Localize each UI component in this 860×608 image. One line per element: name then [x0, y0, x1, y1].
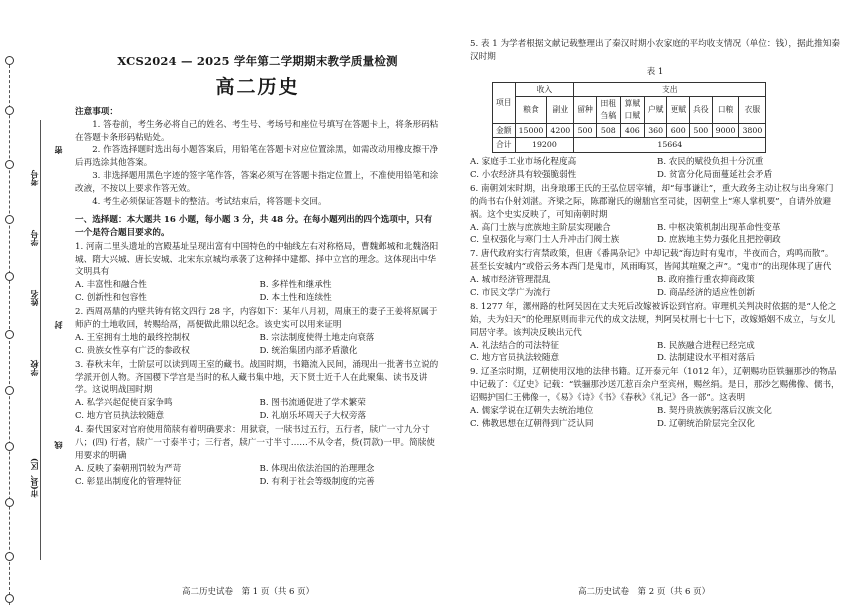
- table-col-header: 衣服: [739, 97, 766, 123]
- seal-char-mi: 密: [53, 145, 63, 154]
- punch-hole-icon: [5, 386, 14, 395]
- option-c: C. 彰显出制度化的管理特征: [75, 476, 182, 487]
- table-expense-total: 15664: [574, 138, 766, 153]
- option-d: D. 统治集团内部矛盾激化: [259, 345, 358, 356]
- option-a: A. 丰富性和融合性: [75, 280, 147, 291]
- question-stem: 1. 河南二里头遗址的宫殿基址呈现出富有中国特色的中轴线左右对称格局，曹魏邺城和北魏洛阳城、隋大兴城、唐长安城、北宋东京城均承袭了这种择中建都、择中立宫的理念。这体现出中华文明具有: [75, 241, 439, 278]
- option-c: C. 小农经济具有较强脆弱性: [470, 170, 577, 180]
- question-2: [75, 306, 440, 358]
- question-stem: 8. 1277 年，漯州路的杜阿吴因在丈夫死后改嫁被诉讼到官府。审理机关判决时依据的是“人伦之始，夫为妇天”的伦理原则而非元代的成文法规，判阿吴杖刑七十七下，改嫁婚姻不成立，与女儿同居守孝。该判决反映出元代: [470, 301, 837, 338]
- option-d: D. 有利于社会等级制度的完善: [259, 476, 375, 487]
- income-expense-table: [492, 82, 766, 153]
- question-stem: 9. 辽圣宗时期，辽朝使用汉地的法律书籍。辽开泰元年（1012 年），辽朝赐功臣铁骊那沙的物品中记载了：《辽史》记载：“铁骊那沙送兀惹百余户至宾州，赐丝绢。是日，那沙乞赐佛像、儒书，诏赐护国仁王佛像一，《易》《诗》《书》《春秋》《礼记》各一部”。这表明: [470, 367, 840, 404]
- table-income-total: 19200: [515, 138, 574, 153]
- option-d: D. 法制建设水平相对落后: [657, 353, 755, 364]
- option-a: A. 高门士族与庶族地主阶层实现融合: [470, 222, 611, 233]
- binding-margin: [0, 0, 62, 608]
- option-b: B. 民族融合进程已经完成: [657, 340, 755, 351]
- question-stem: 7. 唐代政府实行宵禁政策，但唐《番禺杂记》中却记载“海边时有鬼市，半夜而合，鸡鸣而散”。甚至长安城内“或俗云务本西门是鬼市，风雨晦冥，皆闻其喧聚之声”。“鬼市”的出现体现了唐代: [470, 249, 834, 273]
- option-b: B. 多样性和继承性: [259, 280, 332, 291]
- table-cell: 3800: [739, 123, 766, 138]
- option-a: A. 城市经济管理混乱: [470, 275, 551, 286]
- table-col-header: 粮食: [515, 97, 547, 123]
- page-footer-1: 高二历史试卷 第 1 页（共 6 页）: [182, 587, 315, 597]
- question-4: [75, 424, 440, 488]
- page-1: [75, 53, 440, 489]
- punch-hole-icon: [5, 594, 14, 603]
- option-b: B. 农民的赋役负担十分沉重: [657, 157, 764, 168]
- field-student-id: 学号: [29, 230, 39, 246]
- table-title: 表 1: [646, 66, 664, 77]
- punch-hole-icon: [5, 552, 14, 561]
- notice-item: 1. 答卷前，考生务必将自己的姓名、考生号、考场号和座位号填写在答题卡上，将条形码粘在答题卡条形码粘贴处。: [75, 119, 439, 143]
- table-cell: 406: [620, 123, 644, 138]
- field-school: 学校: [29, 360, 39, 376]
- punch-hole-icon: [5, 160, 14, 169]
- notice-item: 3. 非选择题用黑色字迹的签字笔作答，答案必须写在答题卡指定位置上，不准使用铅笔和涂改液，不按以上要求作答无效。: [75, 171, 439, 195]
- option-d: D. 庶族地主势力强化且把控朝政: [657, 235, 781, 246]
- option-c: C. 市民文学广为流行: [470, 288, 551, 299]
- option-b: B. 中枢决策机制出现革命性变革: [657, 222, 781, 233]
- option-c: C. 皇权强化与寒门士人升冲击门阀士族: [470, 235, 620, 246]
- option-b: B. 政府推行重农抑商政策: [657, 275, 755, 286]
- table-col-header: 田租刍稿: [596, 97, 620, 123]
- exam-title: XCS2024 — 2025 学年第二学期期末教学质量检测: [117, 54, 398, 68]
- option-d: D. 辽朝统治阶层完全汉化: [657, 418, 755, 429]
- option-c: C. 地方官员执法较随意: [470, 353, 560, 364]
- table-cell: 15000: [515, 123, 547, 138]
- question-stem: 4. 秦代国家对官府使用简牍有着明确要求：用狱衰，一牍书过五行，五行者，牍广一寸九分寸八；(四) 行者，牍广一寸泰半寸；三行者，牍广一寸半寸……不从令者，赀(罚款)一甲。简牍使用要求的明确: [75, 425, 435, 461]
- question-stem: 3. 春秋末年，士阶层可以读到周王室的藏书。战国时期，书籍流入民间，涌现出一批著书立说的学派开创人物。齐国稷下学宫是当时的私人藏书集中地，天下贤士近千人在此聚集、读书及讲学。这说明战国时期: [75, 359, 439, 396]
- table-col-header: 口粮: [712, 97, 739, 123]
- table-cell: 9000: [712, 123, 739, 138]
- option-b: B. 图书流通促进了学术繁荣: [259, 398, 366, 409]
- table-row-header: 项目: [493, 82, 516, 123]
- notice-item: 2. 作答选择题时选出每小题答案后，用铅笔在答题卡对应位置涂黑，如需改动用橡皮擦干净后再选涂其他答案。: [75, 145, 439, 169]
- table-col-header: 更赋: [667, 97, 690, 123]
- option-a: A. 家庭手工业市场化程度高: [470, 157, 577, 168]
- option-a: A. 私学兴起促使百家争鸣: [75, 398, 173, 409]
- notice-item: 4. 考生必须保证答题卡的整洁。考试结束后，将答题卡交回。: [92, 196, 327, 207]
- page-2: [470, 37, 840, 431]
- punch-hole-icon: [5, 442, 14, 451]
- punch-hole-icon: [5, 215, 14, 224]
- table-cell: 600: [667, 123, 690, 138]
- option-c: C. 创新性和包容性: [75, 293, 147, 304]
- seal-char-feng: 封: [53, 320, 63, 329]
- question-3: [75, 359, 440, 423]
- table-col-header: 算赋口赋: [620, 97, 644, 123]
- question-stem: 5. 表 1 为学者根据文献记载整理出了秦汉时期小农家庭的平均收支情况（单位：钱），据此推知秦汉时期: [470, 39, 840, 62]
- option-a: A. 反映了秦朝刑罚较为严苛: [75, 463, 182, 474]
- table-cell: 508: [596, 123, 620, 138]
- question-6: [470, 183, 840, 247]
- table-income-header: 收入: [515, 82, 574, 97]
- option-a: A. 儒家学说在辽朝失去统治地位: [470, 406, 594, 417]
- question-stem: 6. 南朝刘宋时期，出身琅琊王氏的王弘位居宰辅，却“每事谦让”，重大政务主动让权与出身寒门的尚书右仆射刘湛。齐梁之际，陈郡谢氏的谢朏官至司徒，因朝堂上“寒人掌机要”，自请外放避祸。这个史实反映了，可知南朝时期: [470, 183, 834, 220]
- option-d: D. 贫富分化局面蔓延社会矛盾: [657, 170, 773, 180]
- page-footer-2: 高二历史试卷 第 2 页（共 6 页）: [578, 587, 711, 597]
- question-9: [470, 366, 840, 430]
- punch-hole-icon: [5, 56, 14, 65]
- option-a: A. 王室拥有土地的最终控制权: [75, 332, 190, 343]
- table-total-label: 合计: [493, 138, 516, 153]
- table-col-header: 副业: [547, 97, 574, 123]
- seal-char-xian: 线: [53, 440, 63, 449]
- option-d: D. 本土性和连续性: [259, 293, 332, 304]
- punch-hole-icon: [5, 498, 14, 507]
- table-expense-header: 支出: [574, 82, 766, 97]
- question-1: [75, 241, 440, 305]
- option-d: D. 礼崩乐坏周天子大权旁落: [259, 411, 367, 422]
- field-city-county: 市(县、区): [29, 458, 39, 498]
- option-a: A. 礼法结合的司法特征: [470, 340, 560, 351]
- seal-line: [40, 120, 41, 560]
- table-cell: 4200: [547, 123, 574, 138]
- question-8: [470, 301, 840, 365]
- table-col-header: 户赋: [644, 97, 667, 123]
- table-amount-label: 金额: [493, 123, 516, 138]
- question-7: [470, 248, 840, 300]
- option-c: C. 贵族女性享有广泛的参政权: [75, 345, 190, 356]
- table-col-header: 留种: [574, 97, 597, 123]
- subject-title: 高二历史: [215, 76, 300, 99]
- field-name: 姓名: [29, 290, 39, 306]
- table-col-header: 兵役: [690, 97, 713, 123]
- notice-heading: 注意事项：: [75, 106, 118, 117]
- option-b: B. 宗法制度使得土地走向衰落: [259, 332, 375, 343]
- option-c: C. 佛教思想在辽朝得到广泛认同: [470, 418, 594, 429]
- option-d: D. 商品经济的适应性创新: [657, 288, 755, 299]
- option-c: C. 地方官员执法较随意: [75, 411, 165, 422]
- punch-hole-icon: [5, 272, 14, 281]
- punch-hole-icon: [5, 106, 14, 115]
- question-stem: 2. 西周鬲鼎的内壁共铸有铭文四行 28 字，内容如下：某年八月初，周康王的妻子王姜将原属于师庐的土地收回，转赐给鬲，鬲便做此鼎以纪念。该史实可以用来证明: [75, 307, 438, 330]
- option-b: B. 体现出依法治国的治理理念: [259, 463, 375, 474]
- table-cell: 500: [574, 123, 597, 138]
- question-5: [470, 38, 840, 182]
- section-heading: 一、选择题：本大题共 16 小题，每小题 3 分，共 48 分。在每小题列出的四个选项中，只有一个是符合题目要求的。: [75, 214, 433, 238]
- table-cell: 360: [644, 123, 667, 138]
- option-b: B. 契丹贵族族躬落后汉族文化: [657, 406, 772, 417]
- field-exam-id: 考号: [29, 170, 39, 186]
- table-cell: 500: [690, 123, 713, 138]
- punch-hole-icon: [5, 330, 14, 339]
